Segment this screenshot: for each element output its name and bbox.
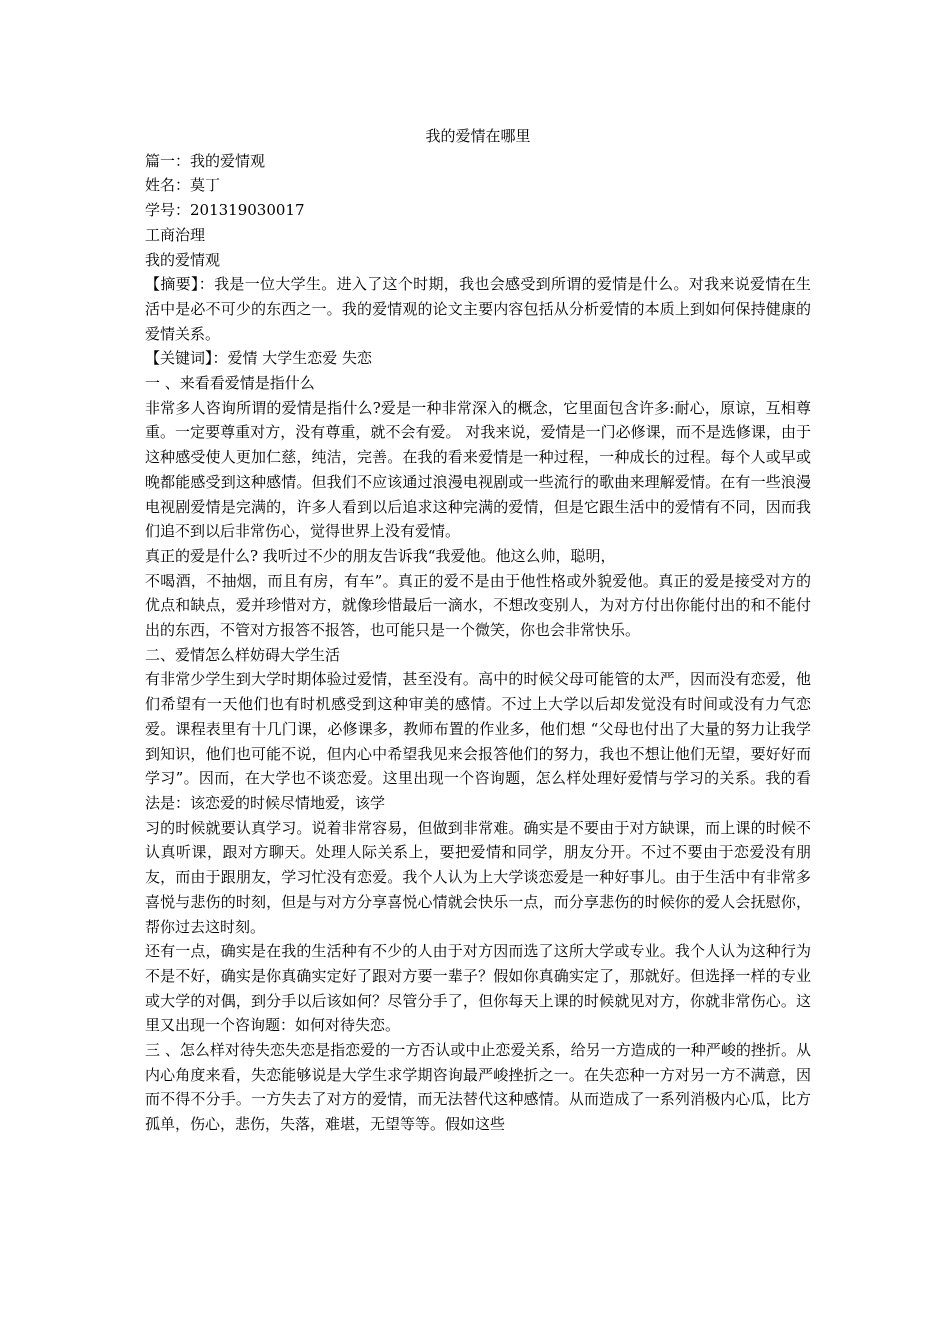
article-label: 篇一：我的爱情观 bbox=[145, 151, 266, 170]
student-id: 学号：201319030017 bbox=[145, 201, 305, 220]
section-1-paragraph-3: 不喝酒，不抽烟，而且有房，有车”。真正的爱不是由于他性格或外貌爱他。真正的爱是接受对方的优点和缺点，爱并珍惜对方，就像珍惜最后一滴水，不想改变别人，为对方付出你能付出的和不能付出的东西，不管对方报答不报答，也可能只是一个微笑，你也会非常快乐。 bbox=[145, 571, 811, 640]
section-2-heading: 二、爱情怎么样妨碍大学生活 bbox=[145, 645, 341, 664]
section-2-paragraph-1: 有非常少学生到大学时期体验过爱情，甚至没有。高中的时候父母可能管的太严，因而没有恋爱，他们希望有一天他们也有时机感受到这种审美的感情。不过上大学以后却发觉没有时间或没有力气恋爱。课程表里有十几门课，必修课多，教师布置的作业多，他们想 “父母也付出了大量的努力让我学到知识，他们也可能不说，但内心中希望我见来会报答他们的努力，我也不想让他们无望，要好好而学习”。因而，在大学也不谈恋爱。这里出现一个咨询题，怎么样处理好爱情与学习的关系。我的看法是：该恋爱的时候尽情地爱，该学 bbox=[145, 670, 811, 812]
section-3-paragraph-1: 三 、怎么样对待失恋失恋是指恋爱的一方否认或中止恋爱关系，给另一方造成的一种严峻的挫折。从内心角度来看，失恋能够说是大学生求学期咨询最严峻挫折之一。在失恋种一方对另一方不满意，因而不得不分手。一方失去了对方的爱情，而无法替代这种感情。从而造成了一系列消极内心瓜，比方孤单，伤心，悲伤，失落，难堪，无望等等。假如这些 bbox=[145, 1041, 811, 1134]
keywords: 【关键词】：爱情 大学生恋爱 失恋 bbox=[145, 349, 373, 368]
section-1-heading: 一 、来看看爱情是指什么 bbox=[145, 374, 315, 393]
essay-title: 我的爱情观 bbox=[145, 250, 221, 269]
section-1-paragraph-2: 真正的爱是什么? 我听过不少的朋友告诉我“我爱他。他这么帅，聪明， bbox=[145, 546, 616, 565]
abstract: 【摘要】：我是一位大学生。进入了这个时期，我也会感受到所谓的爱情是什么。对我来说爱情在生活中是必不可少的东西之一。我的爱情观的论文主要内容包括从分析爱情的本质上到如何保持健康的爱情关系。 bbox=[145, 275, 811, 343]
document-body bbox=[145, 124, 811, 1137]
section-1-paragraph-1: 非常多人咨询所谓的爱情是指什么?爱是一种非常深入的概念，它里面包含许多:耐心，原谅，互相尊重。一定要尊重对方，没有尊重，就不会有爱。 对我来说，爱情是一门必修课，而不是选修课，由于这种感受使人更加仁慈，纯洁，完善。在我的看来爱情是一种过程，一种成长的过程。每个人或早或晚都能感受到这种感情。但我们不应该通过浪漫电视剧或一些流行的歌曲来理解爱情。在有一些浪漫电视剧爱情是完满的，许多人看到以后追求这种完满的爱情，但是它跟生活中的爱情有不同，因而我们追不到以后非常伤心，觉得世界上没有爱情。 bbox=[145, 398, 811, 541]
section-2-paragraph-2: 习的时候就要认真学习。说着非常容易，但做到非常难。确实是不要由于对方缺课，而上课的时候不认真听课，跟对方聊天。处理人际关系上，要把爱情和同学，朋友分开。不过不要由于恋爱没有朋友，而由于跟朋友，学习忙没有恋爱。我个人认为上大学谈恋爱是一种好事儿。由于生活中有非常多喜悦与悲伤的时刻，但是与对方分享喜悦心情就会快乐一点，而分享悲伤的时候你的爱人会抚慰你，帮你过去这时刻。 bbox=[145, 818, 811, 936]
section-2-paragraph-3: 还有一点，确实是在我的生活种有不少的人由于对方因而选了这所大学或专业。我个人认为这种行为不是不好，确实是你真确实定好了跟对方要一辈子？假如你真确实定了，那就好。但选择一样的专业或大学的对偶，到分手以后该如何？尽管分手了，但你每天上课的时候就见对方，你就非常伤心。这里又出现一个咨询题：如何对待失恋。 bbox=[145, 942, 811, 1035]
author-name: 姓名：莫丁 bbox=[145, 176, 221, 195]
document-title: 我的爱情在哪里 bbox=[425, 127, 531, 145]
major: 工商治理 bbox=[145, 225, 206, 244]
